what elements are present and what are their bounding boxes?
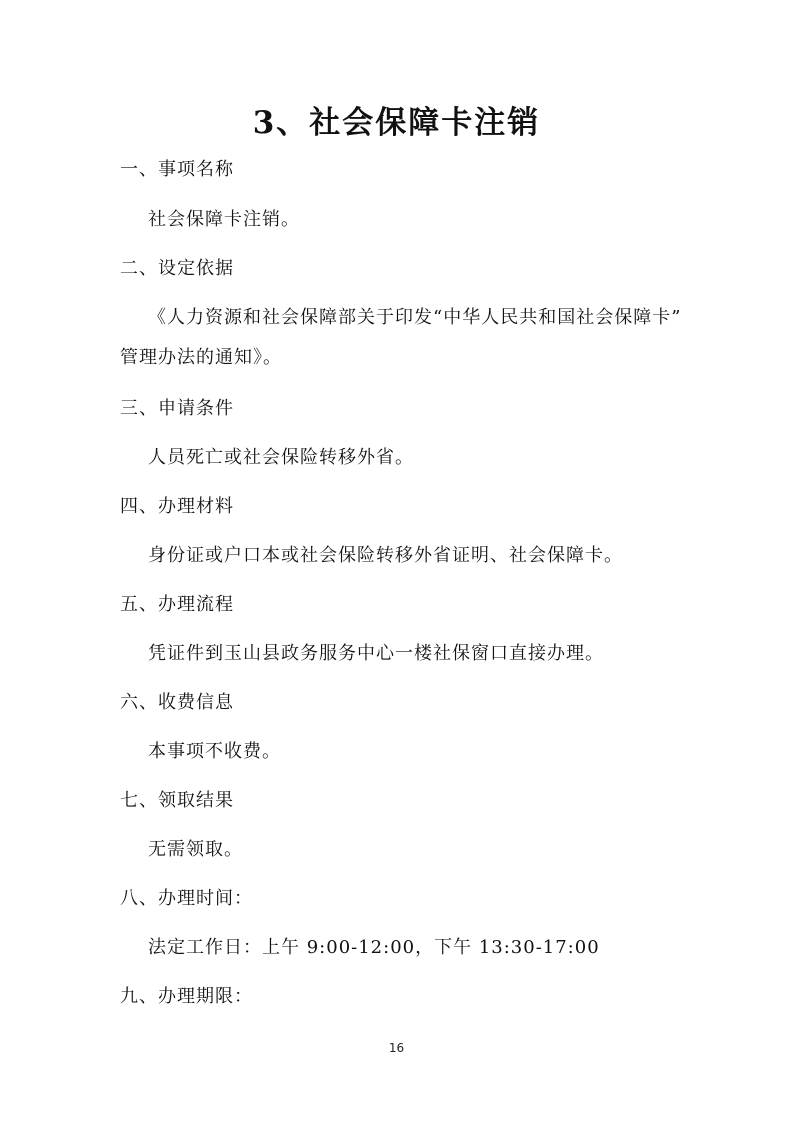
- section-4-body: 身份证或户口本或社会保险转移外省证明、社会保障卡。: [148, 545, 623, 566]
- section-2-body-line-2: 管理办法的通知》。: [120, 347, 282, 368]
- section-7-body: 无需领取。: [148, 839, 243, 860]
- page-number: 16: [388, 1041, 405, 1055]
- section-1-body: 社会保障卡注销。: [148, 209, 300, 230]
- section-8-body: 法定工作日：上午 9:00-12:00，下午 13:30-17:00: [148, 937, 600, 958]
- section-5-heading: 五、办理流程: [120, 594, 234, 615]
- section-3-heading: 三、申请条件: [120, 398, 234, 419]
- section-7-heading: 七、领取结果: [120, 790, 234, 811]
- section-4-heading: 四、办理材料: [120, 496, 234, 517]
- section-3-body: 人员死亡或社会保险转移外省。: [148, 447, 414, 468]
- section-6-heading: 六、收费信息: [120, 692, 234, 713]
- document-title: 3、社会保障卡注销: [252, 105, 541, 141]
- section-2-heading: 二、设定依据: [120, 258, 234, 279]
- section-6-body: 本事项不收费。: [148, 741, 281, 762]
- section-2-body-line-1: 《人力资源和社会保障部关于印发“中华人民共和国社会保障卡”: [148, 307, 682, 328]
- section-1-heading: 一、事项名称: [120, 159, 234, 180]
- section-8-heading: 八、办理时间：: [120, 888, 253, 909]
- section-9-heading: 九、办理期限：: [120, 986, 253, 1007]
- section-5-body: 凭证件到玉山县政务服务中心一楼社保窗口直接办理。: [148, 643, 604, 664]
